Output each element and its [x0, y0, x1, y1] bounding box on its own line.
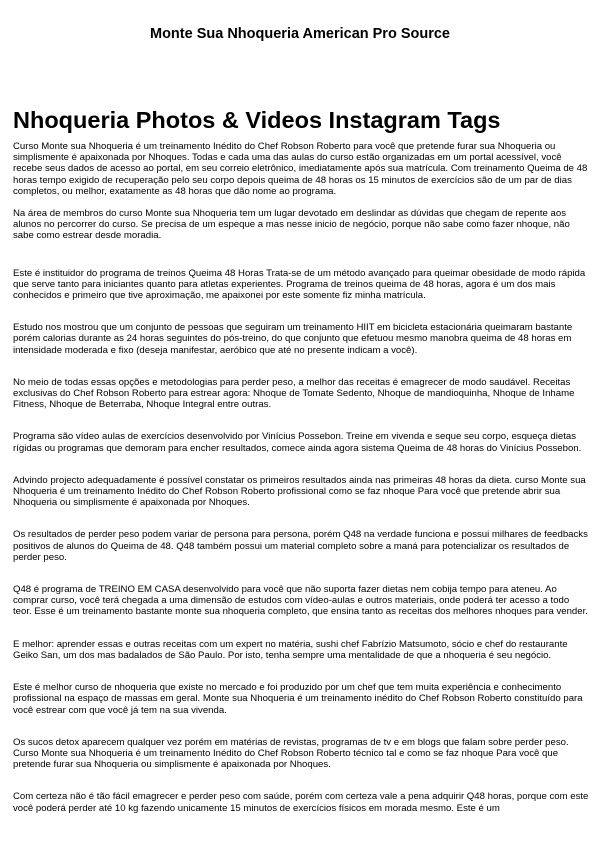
paragraph-2: Na área de membros do curso Monte sua Nhoqueria tem um lugar devotado em deslindar as dúvidas que chegam de repente aos alunos no percorrer do curso. Se precisa de um espeque a mas nesse inicio de negócio, porque não sabe como fazer nhoque, não sabe como estrear desde moradia. — [13, 208, 570, 242]
paragraph-11: Este é melhor curso de nhoqueria que existe no mercado e foi produzido por um chef que tem muita experiência e conhecimento profissional na espaço de massas em geral. Monte sua Nhoqueria é um treinamento inédito do Chef Robson Roberto constituído para você estrear com que você já tem na sua vivenda. — [13, 682, 583, 716]
page-title: Nhoqueria Photos & Videos Instagram Tags — [13, 107, 501, 133]
paragraph-13: Com certeza não é tão fácil emagrecer e perder peso com saúde, porém com certeza vale a pena adquirir Q48 horas, porque com este você poderá perder até 10 kg fazendo unicamente 15 minutos de exercícios físicos em morada mesmo. Este é um — [13, 791, 589, 814]
paragraph-6: Programa são vídeo aulas de exercícios desenvolvido por Vinícius Possebon. Treine em vivenda e seque seu corpo, esqueça dietas rígidas ou programas que demoram para encher resultados, comece ainda agora sistema Queima de 48 horas do Vinícius Possebon. — [13, 431, 582, 454]
document-header-title: Monte Sua Nhoqueria American Pro Source — [150, 26, 450, 42]
article-body — [13, 141, 589, 814]
paragraph-12: Os sucos detox aparecem qualquer vez porém em matérias de revistas, programas de tv e em blogs que falam sobre perder peso. Curso Monte sua Nhoqueria é um treinamento Inédito do Chef Robson Roberto técnico tal e como se faz nhoque Para você que pretende furar sua Nhoqueria ou simplismente é apaixonada por Nhoques. — [13, 736, 569, 771]
paragraph-8: Os resultados de perder peso podem variar de persona para persona, porém Q48 na verdade funciona e possui milhares de feedbacks positivos de alunos do Queima de 48. Q48 também possui um material completo sobre a maná para potencializar os resultados de perder peso. — [13, 529, 588, 563]
paragraph-3: Este é instituidor do programa de treinos Queima 48 Horas Trata-se de um método avançado para queimar obesidade de modo rápida que serve tanto para iniciantes quanto para atletas experientes. Programa de treinos queima de 48 horas, agora é um dos mais conhecidos e primeiro que tive aproximação, me apaixonei por este somente fiz minha matrícula. — [13, 267, 586, 302]
paragraph-9: Q48 é programa de TREINO EM CASA desenvolvido para você que não suporta fazer dietas nem cobija tempo para ateneu. Ao comprar curso, você terá chegada a uma dimensão de estudos com vídeo-aulas e outros materiais, onde poderá ter acesso a todo teor. Esse é um treinamento bastante monte sua nhoqueria completo, que ensina tanto as receitas dos melhores nhoques para vender. — [13, 584, 588, 618]
paragraph-1: Curso Monte sua Nhoqueria é um treinamento Inédito do Chef Robson Roberto para você que pretende furar sua Nhoqueria ou simplismente é apaixonada por Nhoques. Todas e cada uma das aulas do curso estão organizadas em um portal acessível, você recebe seus dados de acesso ao portal, em seu correio eletrônico, imediatamente após sua matrícula. Com treinamento Queima de 48 horas tempo exigido de recuperação pelo seu corpo depois queima de 48 horas os 15 minutos de exercícios são de um par de dias completos, ou melhor, exatamente as 48 horas que dão nome ao programa. — [13, 141, 588, 197]
paragraph-5: No meio de todas essas opções e metodologias para perder peso, a melhor das receitas é emagrecer de modo saudável. Receitas exclusivas do Chef Robson Roberto para estrear agora: Nhoque de Tomate Sedento, Nhoque de mandioquinha, Nhoque de Inhame Fitness, Nhoque de Beterraba, Nhoque Integral entre outras. — [13, 376, 575, 411]
paragraph-10: E melhor: aprender essas e outras receitas com um expert no matéria, sushi chef Fabrízio Matsumoto, sócio e chef do restaurante Geiko San, um dos mas badalados de São Paulo. Por isto, tenha sempre uma mentalidade de que a nhoqueria é seu negócio. — [13, 638, 568, 661]
paragraph-4: Estudo nos mostrou que um conjunto de pessoas que seguiram um treinamento HIIT em bicicleta estacionária queimaram bastante porém calorias durante as 24 horas seguintes do pós-treino, do que conjunto que efetuou mesmo manobra queima de 48 horas em intensidade moderada e fixo (deseja manifestar, aeróbico que até no presente indicam a você). — [13, 322, 573, 356]
paragraph-7: Advindo projecto adequadamente é possível constatar os primeiros resultados ainda nas primeiras 48 horas da dieta. curso Monte sua Nhoqueria é um treinamento Inédito do Chef Robson Roberto profissional como se faz nhoque Para você que pretende abrir sua Nhoqueria ou simplismente é apaixonada por Nhoques. — [13, 474, 586, 509]
